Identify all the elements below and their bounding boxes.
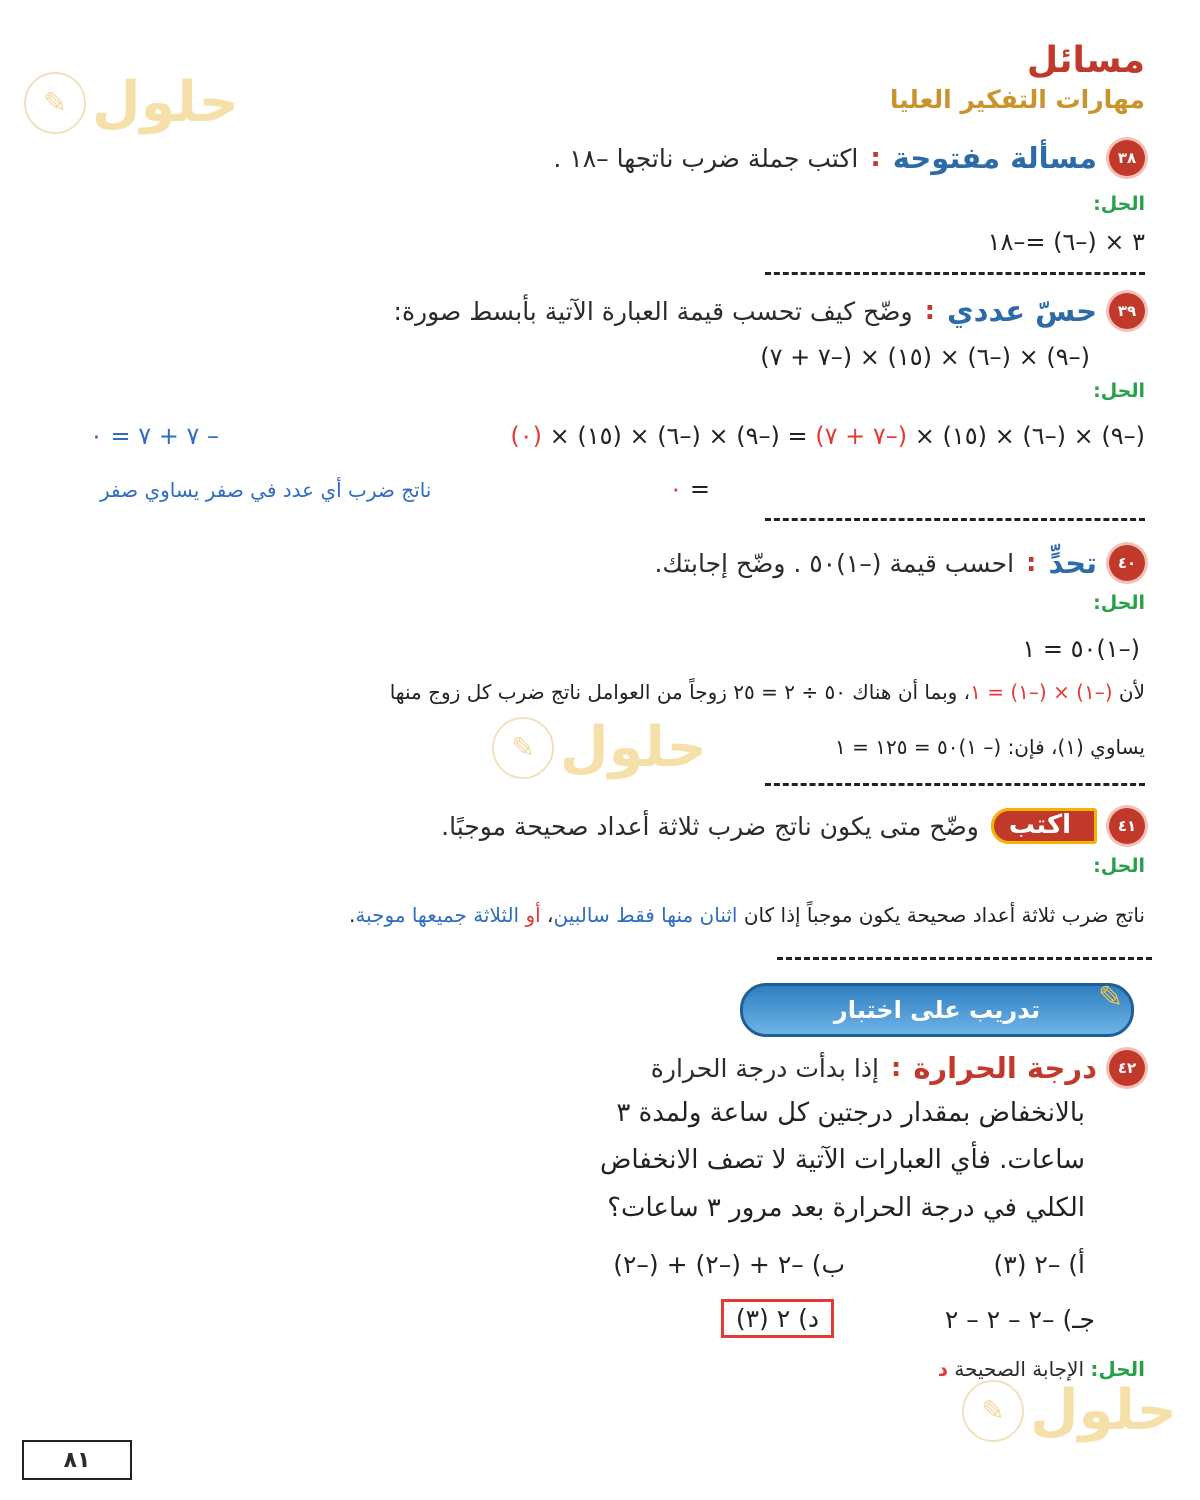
question-number: ٤١ [1109,808,1145,844]
watermark-text: حلول [1030,1378,1177,1443]
question-colon: : [870,143,881,173]
solution-label: الحل: [1090,1357,1145,1381]
question-title: حسّ عددي [946,294,1097,328]
step-highlight: (–٧ + ٧) [815,422,908,450]
test-practice-banner [740,980,1134,1037]
answer-41 [349,903,1145,927]
option-b: ب) –٢ + (–٢) + (–٢) [613,1250,845,1279]
step-39 [510,422,1145,450]
explanation-40-line1 [390,680,1145,704]
answer-text: الإجابة الصحيحة [948,1357,1084,1381]
text-part: ، وبما أن هناك ٥٠ ÷ ٢ = ٢٥ زوجاً من العوامل ناتج ضرب كل زوج منها [389,680,971,704]
section-title: مسائل [1026,40,1145,81]
text-part: ناتج ضرب ثلاثة أعداد صحيحة يكون موجباً إذا كان [737,903,1145,927]
question-title: تحدٍّ [1048,546,1097,580]
question-42-line3: الكلي في درجة الحرارة بعد مرور ٣ ساعات؟ [607,1193,1085,1223]
answer-42 [938,1357,1145,1381]
divider [765,272,1145,275]
solution-label: الحل: [1093,855,1145,877]
divider [765,783,1145,786]
note-39: ناتج ضرب أي عدد في صفر يساوي صفر [100,478,432,502]
result-value: ٠ [669,475,683,503]
text-part: ، [540,903,554,927]
pencil-icon: ✎ [492,717,554,779]
side-calculation: – ٧ + ٧ = ٠ [90,422,220,450]
question-title: درجة الحرارة [913,1051,1097,1085]
answer-38: ٣ × (–٦) =–١٨ [987,228,1145,256]
pencil-icon: ✎ [1097,980,1123,1015]
watermark-text: حلول [560,715,707,780]
question-39 [394,293,1145,329]
question-number: ٣٨ [1109,140,1145,176]
question-number: ٤٢ [1109,1050,1145,1086]
question-colon: : [1026,548,1037,578]
explanation-40-line2: يساوي (١)، فإن: (– ١)٥٠ = ١٢٥ = ١ [835,735,1145,759]
question-title: مسألة مفتوحة [892,141,1097,175]
option-d-correct: د) ٢ (٣) [721,1299,834,1338]
text-highlight: (–١) × (–١) = ١ [970,680,1113,704]
expression-39: (–٩) × (–٦) × (١٥) × (–٧ + ٧) [760,343,1090,371]
pencil-icon: ✎ [24,72,86,134]
question-colon: : [890,1053,902,1083]
step-highlight: (٠) [510,422,543,450]
question-text: اكتب جملة ضرب ناتجها –١٨ . [553,143,859,173]
step-part: = (–٩) × (–٦) × (١٥) × [542,422,816,450]
question-text: وضّح كيف تحسب قيمة العبارة الآتية بأبسط صورة: [393,296,913,326]
watermark-logo-bottom [962,1378,1177,1443]
option-a: أ) –٢ (٣) [993,1250,1085,1279]
step-part: (–٩) × (–٦) × (١٥) × [907,422,1145,450]
section-subtitle: مهارات التفكير العليا [889,85,1145,114]
result-39 [669,475,710,503]
question-text: وضّح متى يكون ناتج ضرب ثلاثة أعداد صحيحة موجبًا. [441,811,979,841]
solution-label: الحل: [1093,380,1145,402]
divider [765,518,1145,521]
text-or: أو [525,903,541,927]
answer-40: (–١)٥٠ = ١ [1022,635,1140,663]
solution-label: الحل: [1093,592,1145,614]
question-41 [441,808,1145,844]
write-badge: اكتب [991,808,1097,844]
question-42-line2: ساعات. فأي العبارات الآتية لا تصف الانخفاض [599,1145,1085,1175]
pencil-icon: ✎ [962,1380,1024,1442]
banner-label: تدريب على اختبار [833,996,1041,1024]
page-number: ٨١ [22,1440,132,1480]
divider [777,957,1152,960]
result-eq: = [682,475,710,503]
question-number: ٣٩ [1109,293,1145,329]
question-40 [654,545,1145,581]
solution-label: الحل: [1093,193,1145,215]
watermark-logo [24,70,239,135]
text-part: . [349,903,356,927]
question-colon: : [924,296,935,326]
text-part: لأن [1112,680,1145,704]
text-highlight: الثلاثة جميعها موجبة [355,903,526,927]
watermark-text: حلول [92,70,239,135]
question-text: احسب قيمة (–١)٥٠ . وضّح إجابتك. [654,548,1015,578]
question-42 [651,1050,1145,1086]
question-number: ٤٠ [1109,545,1145,581]
text-highlight: اثنان منها فقط سالبين [553,903,738,927]
option-c: جـ) –٢ – ٢ – ٢ [944,1305,1095,1334]
watermark-logo-middle [492,715,707,780]
question-38 [553,140,1145,176]
question-text: إذا بدأت درجة الحرارة [650,1053,879,1083]
answer-letter: د [937,1357,948,1381]
question-42-line1: بالانخفاض بمقدار درجتين كل ساعة ولمدة ٣ [616,1098,1085,1128]
